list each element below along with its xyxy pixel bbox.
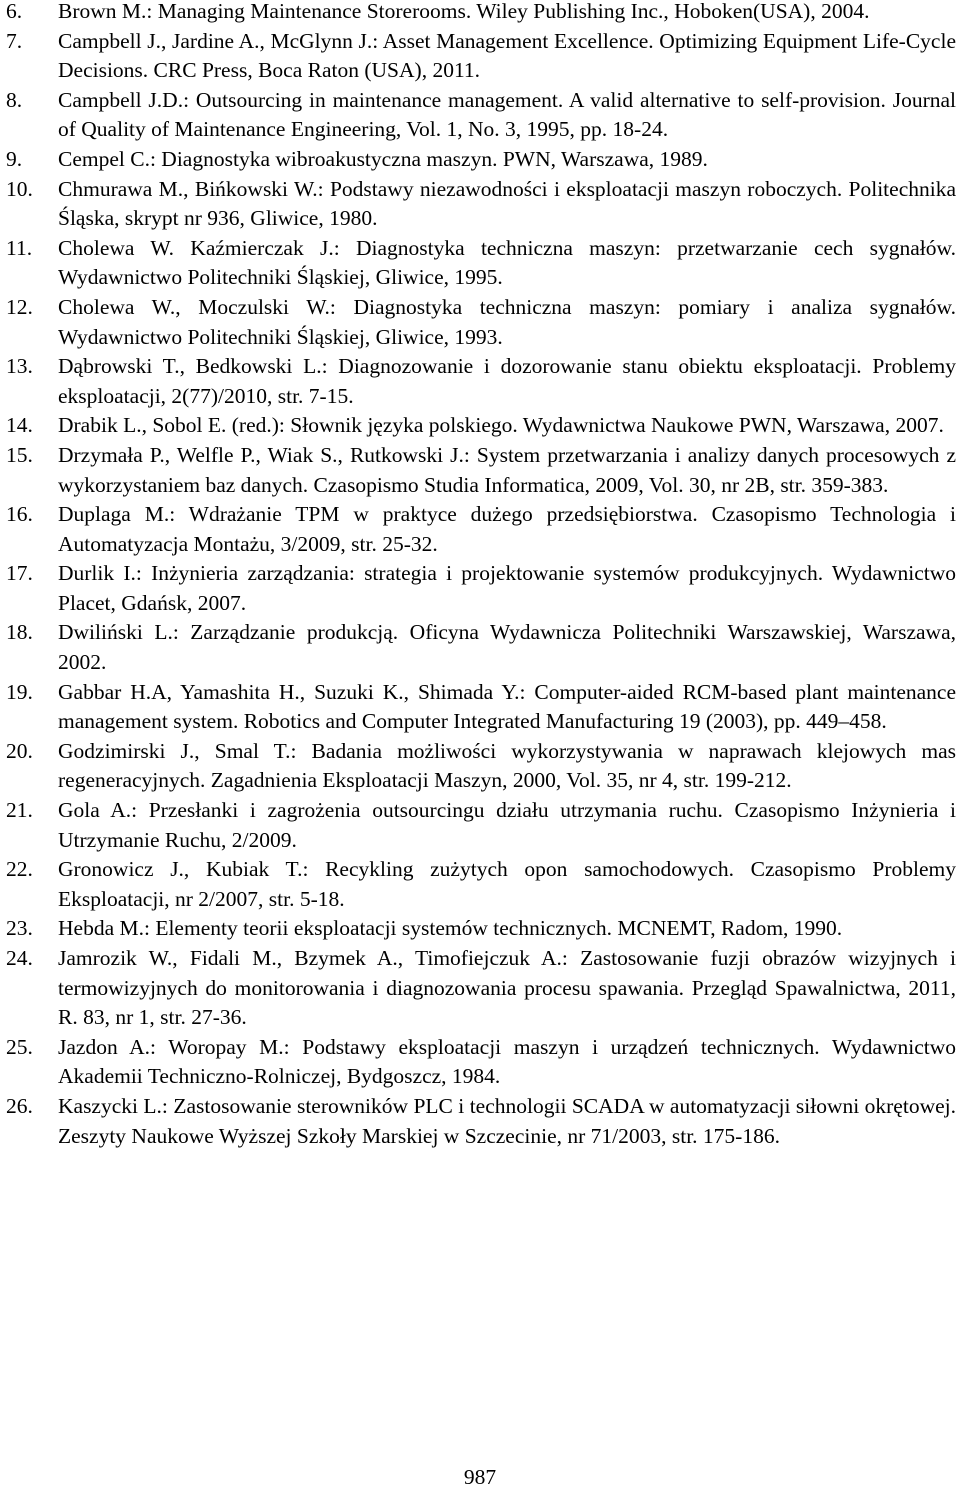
reference-text: Campbell J., Jardine A., McGlynn J.: Asset Management Excellence. Optimizing Equipment Life-Cycle Decisions. CRC Press, Boca Raton (USA), 2011. bbox=[58, 28, 956, 83]
reference-item bbox=[6, 1092, 956, 1151]
reference-item bbox=[6, 914, 956, 944]
reference-text: Cempel C.: Diagnostyka wibroakustyczna maszyn. PWN, Warszawa, 1989. bbox=[58, 146, 708, 171]
reference-number: 12. bbox=[6, 294, 33, 319]
reference-item bbox=[6, 27, 956, 86]
page-number: 987 bbox=[463, 1465, 497, 1489]
reference-item bbox=[6, 175, 956, 234]
reference-item bbox=[6, 86, 956, 145]
reference-text: Hebda M.: Elementy teorii eksploatacji systemów technicznych. MCNEMT, Radom, 1990. bbox=[58, 916, 843, 941]
reference-text: Jamrozik W., Fidali M., Bzymek A., Timofiejczuk A.: Zastosowanie fuzji obrazów wizyjnych i termowizyjnych do monitorowania i diagnozowania procesu spawania. Przegląd Spawalnictwa, 2011, R. 83, nr 1, str. 27-36. bbox=[58, 946, 956, 1030]
reference-text: Drabik L., Sobol E. (red.): Słownik języka polskiego. Wydawnictwa Naukowe PWN, Warszawa, 2007. bbox=[58, 413, 944, 438]
reference-number: 16. bbox=[6, 502, 33, 527]
reference-item bbox=[6, 0, 956, 27]
reference-list bbox=[6, 0, 956, 1151]
reference-number: 19. bbox=[6, 679, 33, 704]
reference-text: Durlik I.: Inżynieria zarządzania: strategia i projektowanie systemów produkcyjnych. Wydawnictwo Placet, Gdańsk, 2007. bbox=[58, 561, 956, 615]
reference-number: 24. bbox=[6, 946, 33, 970]
reference-text: Godzimirski J., Smal T.: Badania możliwości wykorzystywania w naprawach klejowych mas regeneracyjnych. Zagadnienia Eksploatacji Maszyn, 2000, Vol. 35, nr 4, str. 199-212. bbox=[58, 738, 956, 793]
reference-text: Cholewa W., Moczulski W.: Diagnostyka techniczna maszyn: pomiary i analiza sygnałów. Wydawnictwo Politechniki Śląskiej, Gliwice, 1993. bbox=[58, 294, 956, 349]
reference-text: Gronowicz J., Kubiak T.: Recykling zużytych opon samochodowych. Czasopismo Problemy Eksploatacji, nr 2/2007, str. 5-18. bbox=[58, 857, 956, 911]
reference-number: 6. bbox=[6, 0, 23, 23]
reference-text: Brown M.: Managing Maintenance Storerooms. Wiley Publishing Inc., Hoboken(USA), 2004. bbox=[58, 0, 870, 23]
reference-number: 9. bbox=[6, 146, 23, 171]
reference-item bbox=[6, 618, 956, 677]
reference-item bbox=[6, 352, 956, 411]
reference-text: Kaszycki L.: Zastosowanie sterowników PLC i technologii SCADA w automatyzacji siłowni okrętowej. Zeszyty Naukowe Wyższej Szkoły Marskiej w Szczecinie, nr 71/2003, str. 175-186. bbox=[58, 1093, 956, 1148]
reference-item bbox=[6, 234, 956, 293]
reference-text: Dwiliński L.: Zarządzanie produkcją. Oficyna Wydawnicza Politechniki Warszawskiej, Warszawa, 2002. bbox=[58, 620, 956, 675]
reference-number: 15. bbox=[6, 442, 33, 467]
reference-text: Cholewa W. Kaźmierczak J.: Diagnostyka techniczna maszyn: przetwarzanie cech sygnałów. Wydawnictwo Politechniki Śląskiej, Gliwice, 1995. bbox=[58, 235, 956, 290]
reference-item bbox=[6, 855, 956, 914]
reference-text: Chmurawa M., Bińkowski W.: Podstawy niezawodności i eksploatacji maszyn roboczych. Politechnika Śląska, skrypt nr 936, Gliwice, 1980. bbox=[58, 176, 956, 231]
reference-number: 20. bbox=[6, 738, 33, 763]
reference-text: Jazdon A.: Woropay M.: Podstawy eksploatacji maszyn i urządzeń technicznych. Wydawnictwo Akademii Techniczno-Rolniczej, Bydgoszcz, 1984. bbox=[58, 1034, 956, 1089]
reference-number: 10. bbox=[6, 176, 33, 201]
reference-item bbox=[6, 944, 956, 1033]
reference-number: 22. bbox=[6, 857, 33, 882]
reference-number: 17. bbox=[6, 561, 33, 586]
reference-number: 7. bbox=[6, 28, 23, 53]
reference-text: Gabbar H.A, Yamashita H., Suzuki K., Shimada Y.: Computer-aided RCM-based plant maintenance management system. Robotics and Computer Integrated Manufacturing 19 (2003), pp. 449–458. bbox=[58, 679, 956, 734]
reference-item bbox=[6, 441, 956, 500]
reference-number: 23. bbox=[6, 916, 33, 941]
reference-item bbox=[6, 1033, 956, 1092]
reference-text: Drzymała P., Welfle P., Wiak S., Rutkowski J.: System przetwarzania i analizy danych procesowych z wykorzystaniem baz danych. Czasopismo Studia Informatica, 2009, Vol. 30, nr 2B, str. 359-383. bbox=[58, 442, 956, 497]
reference-number: 13. bbox=[6, 354, 33, 379]
reference-number: 25. bbox=[6, 1034, 33, 1059]
reference-text: Dąbrowski T., Bedkowski L.: Diagnozowanie i dozorowanie stanu obiektu eksploatacji. Problemy eksploatacji, 2(77)/2010, str. 7-15. bbox=[58, 354, 956, 408]
reference-item bbox=[6, 411, 956, 441]
reference-text: Gola A.: Przesłanki i zagrożenia outsourcingu działu utrzymania ruchu. Czasopismo Inżynieria i Utrzymanie Ruchu, 2/2009. bbox=[58, 798, 956, 852]
reference-item bbox=[6, 559, 956, 618]
reference-number: 26. bbox=[6, 1093, 33, 1118]
reference-number: 18. bbox=[6, 620, 33, 645]
reference-text: Campbell J.D.: Outsourcing in maintenance management. A valid alternative to self-provision. Journal of Quality of Maintenance Engineering, Vol. 1, No. 3, 1995, pp. 18-24. bbox=[58, 87, 956, 142]
reference-text: Duplaga M.: Wdrażanie TPM w praktyce dużego przedsiębiorstwa. Czasopismo Technologia i Automatyzacja Montażu, 3/2009, str. 25-32. bbox=[58, 502, 956, 556]
reference-item bbox=[6, 796, 956, 855]
reference-number: 8. bbox=[6, 87, 23, 112]
reference-item bbox=[6, 500, 956, 559]
reference-number: 11. bbox=[6, 235, 33, 260]
reference-number: 14. bbox=[6, 413, 33, 438]
reference-number: 21. bbox=[6, 798, 33, 823]
reference-item bbox=[6, 737, 956, 796]
reference-item bbox=[6, 145, 956, 175]
reference-item bbox=[6, 293, 956, 352]
reference-item bbox=[6, 678, 956, 737]
